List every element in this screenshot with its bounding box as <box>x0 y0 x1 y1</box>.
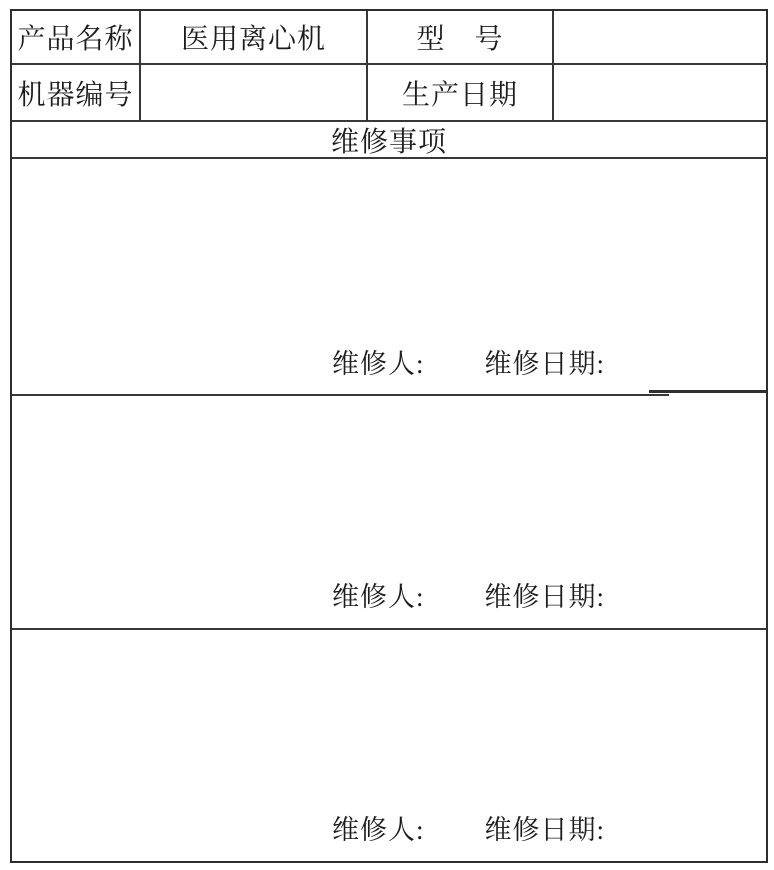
repairer-label-1: 维修人: <box>332 349 425 379</box>
machine-number-value-empty <box>141 65 368 120</box>
header-row-machine <box>12 65 766 122</box>
repair-date-label-1: 维修日期: <box>484 349 606 379</box>
repair-date-label-3: 维修日期: <box>484 815 606 845</box>
signature-line-3 <box>332 808 605 847</box>
repair-entry-section-2 <box>12 395 766 630</box>
repairer-label-2: 维修人: <box>332 582 425 612</box>
repair-entry-section-1 <box>12 159 766 395</box>
model-label: 型 号 <box>368 11 554 63</box>
model-value-empty <box>554 11 766 63</box>
machine-number-label: 机器编号 <box>12 65 141 120</box>
signature-line-2 <box>332 575 605 614</box>
production-date-label: 生产日期 <box>368 65 554 120</box>
product-name-label: 产品名称 <box>12 11 141 63</box>
maintenance-record-table <box>10 9 768 863</box>
header-row-product <box>12 11 766 65</box>
signature-line-1 <box>332 342 605 381</box>
section-divider-line-offset-artifact <box>649 390 766 393</box>
product-name-value: 医用离心机 <box>141 11 368 63</box>
repairer-label-3: 维修人: <box>332 815 425 845</box>
maintenance-items-banner: 维修事项 <box>12 122 766 159</box>
repair-entry-section-3 <box>12 630 766 861</box>
repair-date-label-2: 维修日期: <box>484 582 606 612</box>
production-date-value-empty <box>554 65 766 120</box>
